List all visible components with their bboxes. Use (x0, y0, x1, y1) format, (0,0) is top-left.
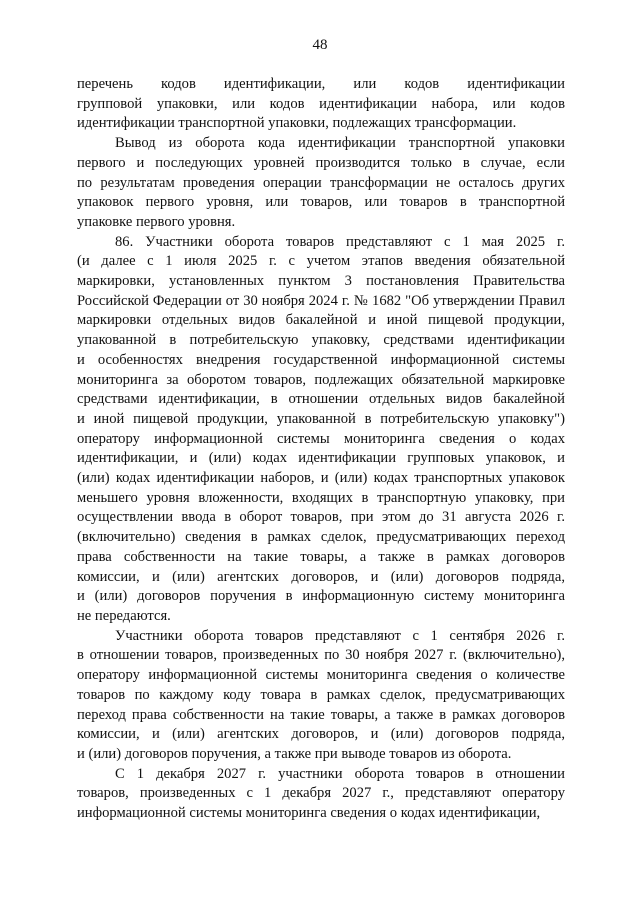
text-line: оператору информационной системы мониторинга сведения о кодах (77, 430, 565, 447)
text-line: не передаются. (77, 607, 171, 624)
text-line: комиссии, и (или) агентских договоров, и (или) договоров подряда, (77, 726, 565, 743)
text-line: товаров по каждому коду товара в рамках сделок, предусматривающих (77, 686, 565, 703)
text-line: (включительно) сведения в рамках сделок, предусматривающих переход (77, 529, 565, 546)
text-line: С 1 декабря 2027 г. участники оборота товаров в отношении (115, 765, 565, 782)
paragraph (77, 627, 565, 765)
text-line: Вывод из оборота кода идентификации транспортной упаковки (115, 135, 565, 152)
text-line: и иной пищевой продукции, упакованной в потребительскую упаковку") (77, 410, 565, 427)
text-line: и особенностях внедрения государственной информационной системы (77, 351, 565, 368)
text-line: товаров, произведенных с 1 декабря 2027 г., представляют оператору (77, 785, 565, 802)
paragraph (77, 233, 565, 627)
text-line: осуществлении ввода в оборот товаров, при этом до 31 августа 2026 г. (77, 509, 565, 526)
paragraph (77, 75, 565, 134)
text-line: мониторинга за оборотом товаров, подлежащих обязательной маркировке (77, 371, 565, 388)
text-line: перечень кодов идентификации, или кодов идентификации (77, 76, 565, 92)
paragraph (77, 765, 565, 824)
text-line: права собственности на такие товары, а также в рамках договоров (77, 548, 565, 565)
text-line: Участники оборота товаров представляют с 1 сентября 2026 г. (115, 627, 565, 644)
text-line: по результатам проведения операции трансформации не осталось других (77, 174, 565, 191)
text-line: и (или) договоров поручения, а также при выводе товаров из оборота. (77, 745, 512, 762)
text-line: упакованной в потребительскую упаковку, средствами идентификации (77, 332, 565, 349)
text-line: переход права собственности на такие товары, а также в рамках договоров (77, 706, 565, 723)
text-line: 86. Участники оборота товаров представляют с 1 мая 2025 г. (115, 233, 565, 250)
text-line: оператору информационной системы мониторинга сведения о количестве (77, 667, 565, 684)
page-number: 48 (312, 37, 328, 53)
paragraph (77, 134, 565, 233)
text-line: меньшего уровня вложенности, входящих в транспортную упаковку, при (77, 489, 565, 506)
text-line: упаковке первого уровня. (77, 213, 236, 230)
text-line: информационной системы мониторинга сведения о кодах идентификации, (77, 805, 541, 822)
text-line: идентификации транспортной упаковки, подлежащих трансформации. (77, 115, 517, 132)
text-line: маркировки, установленных пунктом 3 постановления Правительства (77, 273, 565, 290)
document-body (77, 75, 565, 824)
text-line: групповой упаковки, или кодов идентификации набора, или кодов (77, 95, 565, 112)
text-line: (и далее с 1 июля 2025 г. с учетом этапов введения обязательной (77, 253, 565, 270)
text-line: в отношении товаров, произведенных по 30 ноября 2027 г. (включительно), (77, 647, 565, 664)
text-line: средствами идентификации, в отношении отдельных видов бакалейной (77, 391, 565, 408)
text-line: упаковок первого уровня, или товаров, или товаров в транспортной (77, 194, 565, 211)
text-line: маркировки отдельных видов бакалейной и иной пищевой продукции, (77, 312, 565, 329)
text-line: комиссии, и (или) агентских договоров, и (или) договоров подряда, (77, 568, 565, 585)
text-line: Российской Федерации от 30 ноября 2024 г. № 1682 "Об утверждении Правил (77, 292, 565, 309)
text-line: (или) кодах идентификации наборов, и (или) кодах транспортных упаковок (77, 470, 565, 487)
text-line: идентификации, и (или) кодах идентификации групповых упаковок, и (77, 450, 565, 467)
text-line: и (или) договоров поручения в информационную систему мониторинга (77, 588, 565, 605)
text-line: первого и последующих уровней производится только в случае, если (77, 154, 565, 171)
